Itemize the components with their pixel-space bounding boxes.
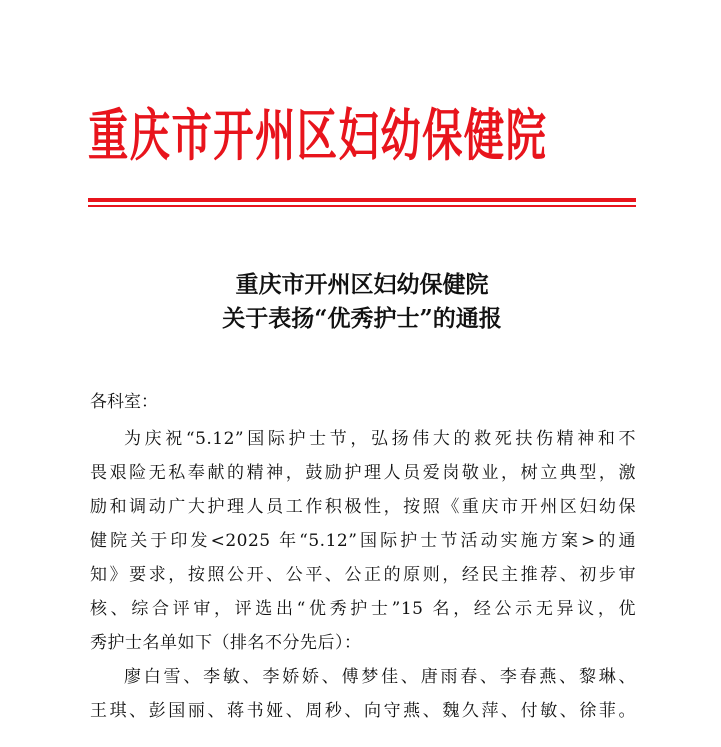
- body-line: 畏艰险无私奉献的精神，鼓励护理人员爱岗敬业，树立典型，激: [90, 463, 636, 483]
- letterhead-rule-thin: [88, 205, 636, 207]
- document-body: [90, 422, 636, 728]
- document-title: [88, 268, 636, 336]
- salutation: 各科室：: [90, 392, 158, 412]
- body-line: 为庆祝“5.12”国际护士节，弘扬伟大的救死扶伤精神和不: [124, 429, 636, 449]
- document-title-line-1: 重庆市开州区妇幼保健院: [235, 271, 489, 298]
- nominee-list-line: 王琪、彭国丽、蒋书娅、周秒、向守燕、魏久萍、付敏、徐菲。: [90, 701, 636, 721]
- body-line: 秀护士名单如下（排名不分先后）：: [90, 633, 362, 653]
- body-line: 核、综合评审，评选出“优秀护士”15 名，经公示无异议，优: [90, 599, 636, 619]
- nominee-list-line: 廖白雪、李敏、李娇娇、傅梦佳、唐雨春、李春燕、黎琳、: [124, 667, 636, 687]
- document-title-line-2: 关于表扬“优秀护士”的通报: [222, 305, 502, 332]
- letterhead-org-name: 重庆市开州区妇幼保健院: [88, 104, 548, 169]
- body-line: 健院关于印发<2025 年“5.12”国际护士节活动实施方案>的通: [90, 531, 636, 551]
- letterhead-rule-thick: [88, 198, 636, 202]
- body-line: 励和调动广大护理人员工作积极性，按照《重庆市开州区妇幼保: [90, 497, 636, 517]
- body-line: 知》要求，按照公开、公平、公正的原则，经民主推荐、初步审: [90, 565, 636, 585]
